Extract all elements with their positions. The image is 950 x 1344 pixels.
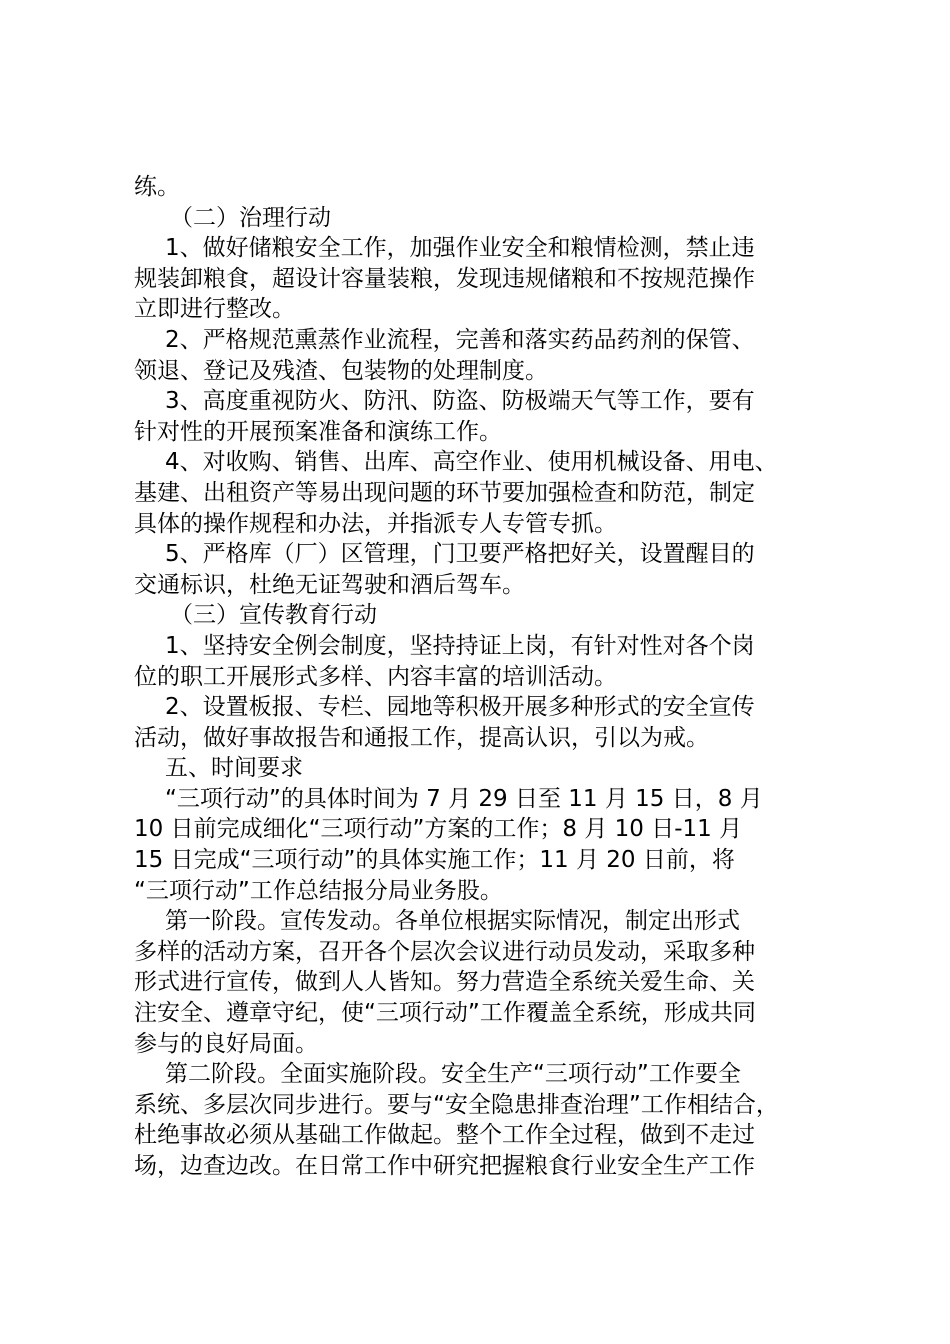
text-line: 多样的活动方案，召开各个层次会议进行动员发动，采取多种 xyxy=(134,938,755,965)
text-line: 具体的操作规程和办法，并指派专人专管专抓。 xyxy=(134,510,617,537)
text-line: “三项行动”工作总结报分局业务股。 xyxy=(134,877,503,904)
text-line: 杜绝事故必须从基础工作做起。整个工作全过程，做到不走过 xyxy=(134,1122,755,1149)
text-line: 第一阶段。宣传发动。各单位根据实际情况，制定出形式 xyxy=(165,908,740,935)
text-line: 练。 xyxy=(134,174,180,200)
text-line: （二）治理行动 xyxy=(170,204,331,231)
text-line: 参与的良好局面。 xyxy=(134,1030,318,1057)
text-line: 1、坚持安全例会制度，坚持持证上岗，有针对性对各个岗 xyxy=(165,632,755,659)
text-line: 立即进行整改。 xyxy=(134,296,295,323)
text-line: 场，边查边改。在日常工作中研究把握粮食行业安全生产工作 xyxy=(134,1153,755,1179)
text-line: 形式进行宣传，做到人人皆知。努力营造全系统关爱生命、关 xyxy=(134,969,755,996)
text-line: 活动，做好事故报告和通报工作，提高认识，引以为戒。 xyxy=(134,724,709,751)
text-line: 3、高度重视防火、防汛、防盗、防极端天气等工作，要有 xyxy=(165,388,755,415)
text-line: 领退、登记及残渣、包装物的处理制度。 xyxy=(134,357,548,384)
text-line: “三项行动”的具体时间为 7 月 29 日至 11 月 15 日，8 月 xyxy=(165,785,763,812)
text-line: 注安全、遵章守纪，使“三项行动”工作覆盖全系统，形成共同 xyxy=(134,1000,756,1027)
text-line: 第二阶段。全面实施阶段。安全生产“三项行动”工作要全 xyxy=(165,1061,741,1088)
text-line: 基建、出租资产等易出现问题的环节要加强检查和防范，制定 xyxy=(134,479,755,506)
text-line: 交通标识，杜绝无证驾驶和酒后驾车。 xyxy=(134,571,525,598)
text-line: 系统、多层次同步进行。要与“安全隐患排查治理”工作相结合， xyxy=(134,1091,779,1118)
document-body xyxy=(134,172,834,1182)
text-line: 五、时间要求 xyxy=(165,755,303,782)
text-line: 15 日完成“三项行动”的具体实施工作；11 月 20 日前，将 xyxy=(134,847,735,874)
text-line: 规装卸粮食，超设计容量装粮，发现违规储粮和不按规范操作 xyxy=(134,265,755,292)
text-line: 针对性的开展预案准备和演练工作。 xyxy=(134,418,502,445)
text-line: 位的职工开展形式多样、内容丰富的培训活动。 xyxy=(134,663,617,690)
text-line: 2、严格规范熏蒸作业流程，完善和落实药品药剂的保管、 xyxy=(165,326,755,353)
text-line: 2、设置板报、专栏、园地等积极开展多种形式的安全宣传 xyxy=(165,694,755,721)
text-line: 5、严格库（厂）区管理，门卫要严格把好关，设置醒目的 xyxy=(165,541,755,568)
text-line: 10 日前完成细化“三项行动”方案的工作；8 月 10 日-11 月 xyxy=(134,816,743,843)
text-line: 4、对收购、销售、出库、高空作业、使用机械设备、用电、 xyxy=(165,449,778,476)
text-line: 1、做好储粮安全工作，加强作业安全和粮情检测，禁止违 xyxy=(165,235,755,262)
text-line: （三）宣传教育行动 xyxy=(170,602,377,629)
